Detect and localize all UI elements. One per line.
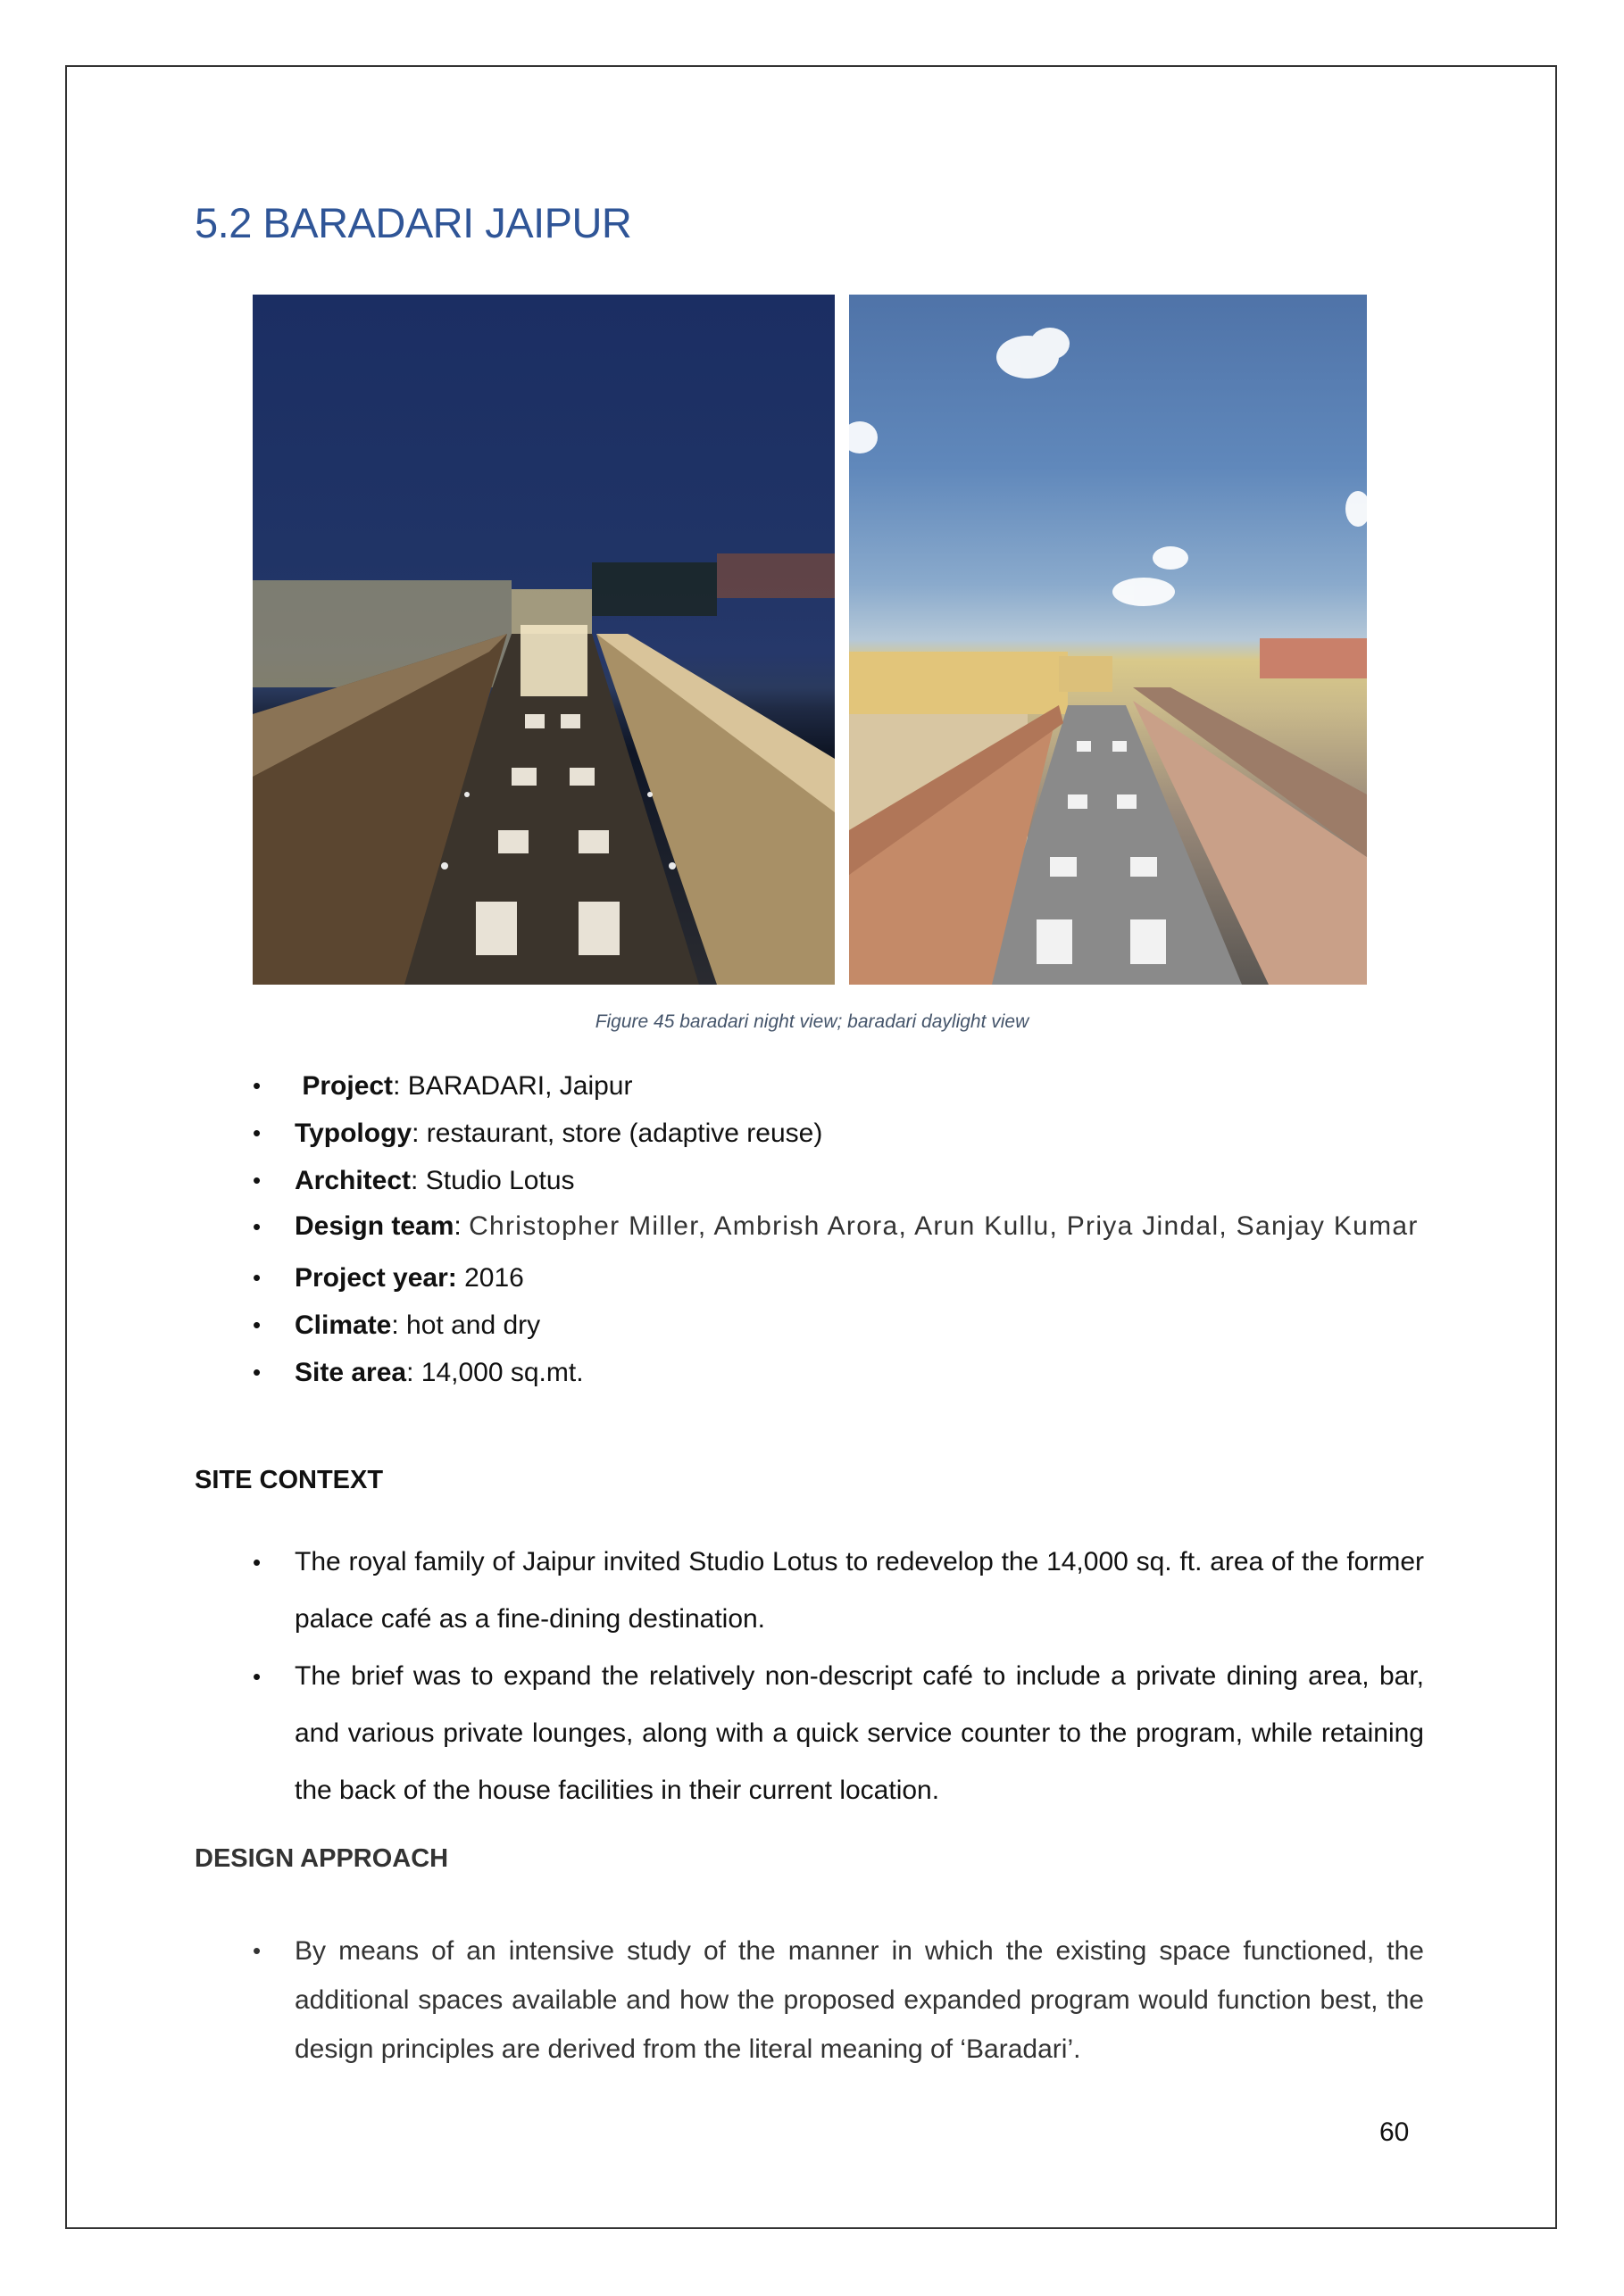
- info-value: Studio Lotus: [425, 1166, 575, 1195]
- info-separator: :: [454, 1211, 470, 1241]
- project-info-item: [253, 1254, 1424, 1302]
- bullet-icon: •: [253, 1549, 262, 1576]
- bullet-icon: •: [253, 1359, 262, 1385]
- info-separator: [457, 1263, 464, 1293]
- info-value: 2016: [464, 1263, 524, 1293]
- info-separator: :: [406, 1358, 421, 1387]
- site-context-heading: SITE CONTEXT: [195, 1466, 384, 1494]
- info-separator: :: [411, 1166, 426, 1195]
- page-number: 60: [1379, 2117, 1410, 2147]
- project-info-item: [253, 1349, 1424, 1396]
- bullet-icon: •: [253, 1167, 262, 1194]
- design-approach-item: [253, 1926, 1424, 2074]
- project-info-item: [253, 1204, 1424, 1249]
- info-label: Climate: [295, 1310, 392, 1340]
- figure-baradari-daylight-view: [849, 295, 1367, 985]
- info-separator: :: [393, 1071, 408, 1101]
- info-label: Typology: [295, 1119, 412, 1148]
- project-info-item: [253, 1302, 1424, 1349]
- bullet-icon: •: [253, 1213, 262, 1240]
- info-value: restaurant, store (adaptive reuse): [426, 1119, 823, 1148]
- info-value: BARADARI, Jaipur: [407, 1071, 633, 1101]
- design-approach-list: [253, 1926, 1424, 2074]
- info-value: Christopher Miller, Ambrish Arora, Arun Kullu, Priya Jindal, Sanjay Kumar: [469, 1211, 1419, 1241]
- site-context-list: [253, 1534, 1424, 1819]
- info-label: Project year:: [295, 1263, 457, 1293]
- figure-baradari-night-view: [253, 295, 835, 985]
- project-info-item: [253, 1157, 1424, 1204]
- project-info-item: [253, 1062, 1424, 1110]
- site-context-text: The brief was to expand the relatively non-descript café to include a private dining area, bar, and various private lounges, along with a quick service counter to the program, while retaining the back of the house facilities in their current location.: [295, 1661, 1424, 1805]
- bullet-icon: •: [253, 1264, 262, 1291]
- info-label: Project: [302, 1071, 394, 1101]
- info-label: Design team: [295, 1211, 454, 1241]
- day-photo-illustration: [849, 295, 1367, 985]
- site-context-text: The royal family of Jaipur invited Studio Lotus to redevelop the 14,000 sq. ft. area of the former palace café as a fine-dining destination.: [295, 1547, 1424, 1634]
- bullet-icon: •: [253, 1119, 262, 1146]
- info-value: hot and dry: [406, 1310, 541, 1340]
- figure-caption: Figure 45 baradari night view; baradari daylight view: [595, 1011, 1029, 1032]
- info-label: Site area: [295, 1358, 407, 1387]
- info-value: 14,000 sq.mt.: [421, 1358, 584, 1387]
- night-photo-illustration: [253, 295, 835, 985]
- section-title: 5.2 BARADARI JAIPUR: [195, 199, 632, 246]
- bullet-icon: •: [253, 1663, 262, 1690]
- project-info-item: [253, 1110, 1424, 1157]
- bullet-icon: •: [253, 1072, 262, 1099]
- info-separator: :: [412, 1119, 427, 1148]
- design-approach-text: By means of an intensive study of the manner in which the existing space functioned, the additional spaces available and how the proposed expanded program would function best, the design principles are derived from the literal meaning of ‘Baradari’.: [295, 1936, 1424, 2064]
- project-info-list: [253, 1062, 1424, 1396]
- bullet-icon: •: [253, 1311, 262, 1338]
- info-separator: :: [391, 1310, 407, 1340]
- site-context-item: [253, 1534, 1424, 1648]
- bullet-icon: •: [253, 1937, 262, 1964]
- site-context-item: [253, 1648, 1424, 1819]
- design-approach-heading: DESIGN APPROACH: [195, 1844, 449, 1873]
- info-label: Architect: [295, 1166, 412, 1195]
